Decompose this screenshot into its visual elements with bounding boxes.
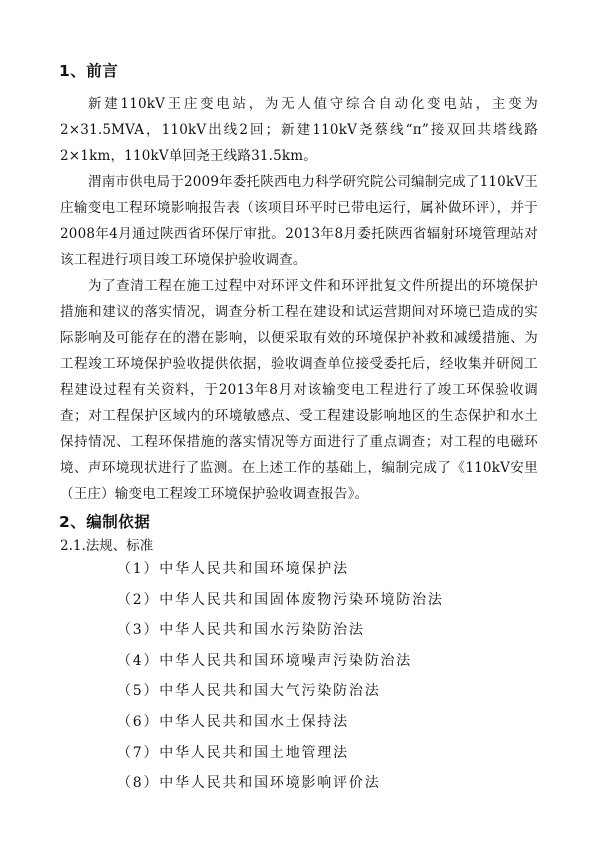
list-item: （6）中华人民共和国水土保持法 (117, 713, 349, 730)
list-item: （1）中华人民共和国环境保护法 (117, 561, 349, 577)
section-heading-preface: 1、前言 (59, 62, 119, 80)
paragraph-project-overview: 新建110kV王庄变电站，为无人值守综合自动化变电站，主变为2×31.5MVA，110kV出线2回；新建110kV尧蔡线“π”接双回共塔线路2×1km，110kV单回尧王线路31.5km。 (60, 96, 538, 164)
list-item: （3）中华人民共和国水污染防治法 (117, 622, 365, 639)
paragraph-commissioning: 渭南市供电局于2009年委托陕西电力科学研究院公司编制完成了110kV王庄输变电工程环境影响报告表（该项目环平时已带电运行，属补做环评），并于2008年4月通过陕西省环保厅审批。2013年8月委托陕西省辐射环境管理站对该工程进行项目竣工环境保护验收调查。 (60, 174, 538, 268)
regulations-list (117, 554, 444, 799)
list-item: （8）中华人民共和国环境影响评价法 (117, 775, 381, 792)
list-item: （5）中华人民共和国大气污染防治法 (117, 683, 381, 700)
section-heading-basis: 2、编制依据 (59, 513, 151, 531)
paragraph-survey-purpose: 为了查清工程在施工过程中对环评文件和环评批复文件所提出的环境保护措施和建议的落实情况，调查分析工程在建设和试运营期间对环境已造成的实际影响及可能存在的潜在影响，以便采取有效的环境保护补救和减缓措施、为工程竣工环境保护验收提供依据，验收调查单位接受委托后，经收集并研阅工程建设过程有关资料，于2013年8月对该输变电工程进行了竣工环保验收调查；对工程保护区域内的环境敏感点、受工程建设影响地区的生态保护和水土保持情况、工程环保措施的落实情况等方面进行了重点调查；对工程的电磁环境、声环境现状进行了监测。在上述工作的基础上，编制完成了《110kV安里（王庄）输变电工程竣工环境保护验收调查报告》。 (60, 278, 538, 502)
list-item: （7）中华人民共和国土地管理法 (117, 744, 349, 761)
subsection-heading-regulations: 2.1.法规、标准 (60, 538, 154, 554)
list-item: （2）中华人民共和国固体废物污染环境防治法 (117, 591, 444, 608)
list-item: （4）中华人民共和国环境噪声污染防治法 (117, 652, 413, 669)
